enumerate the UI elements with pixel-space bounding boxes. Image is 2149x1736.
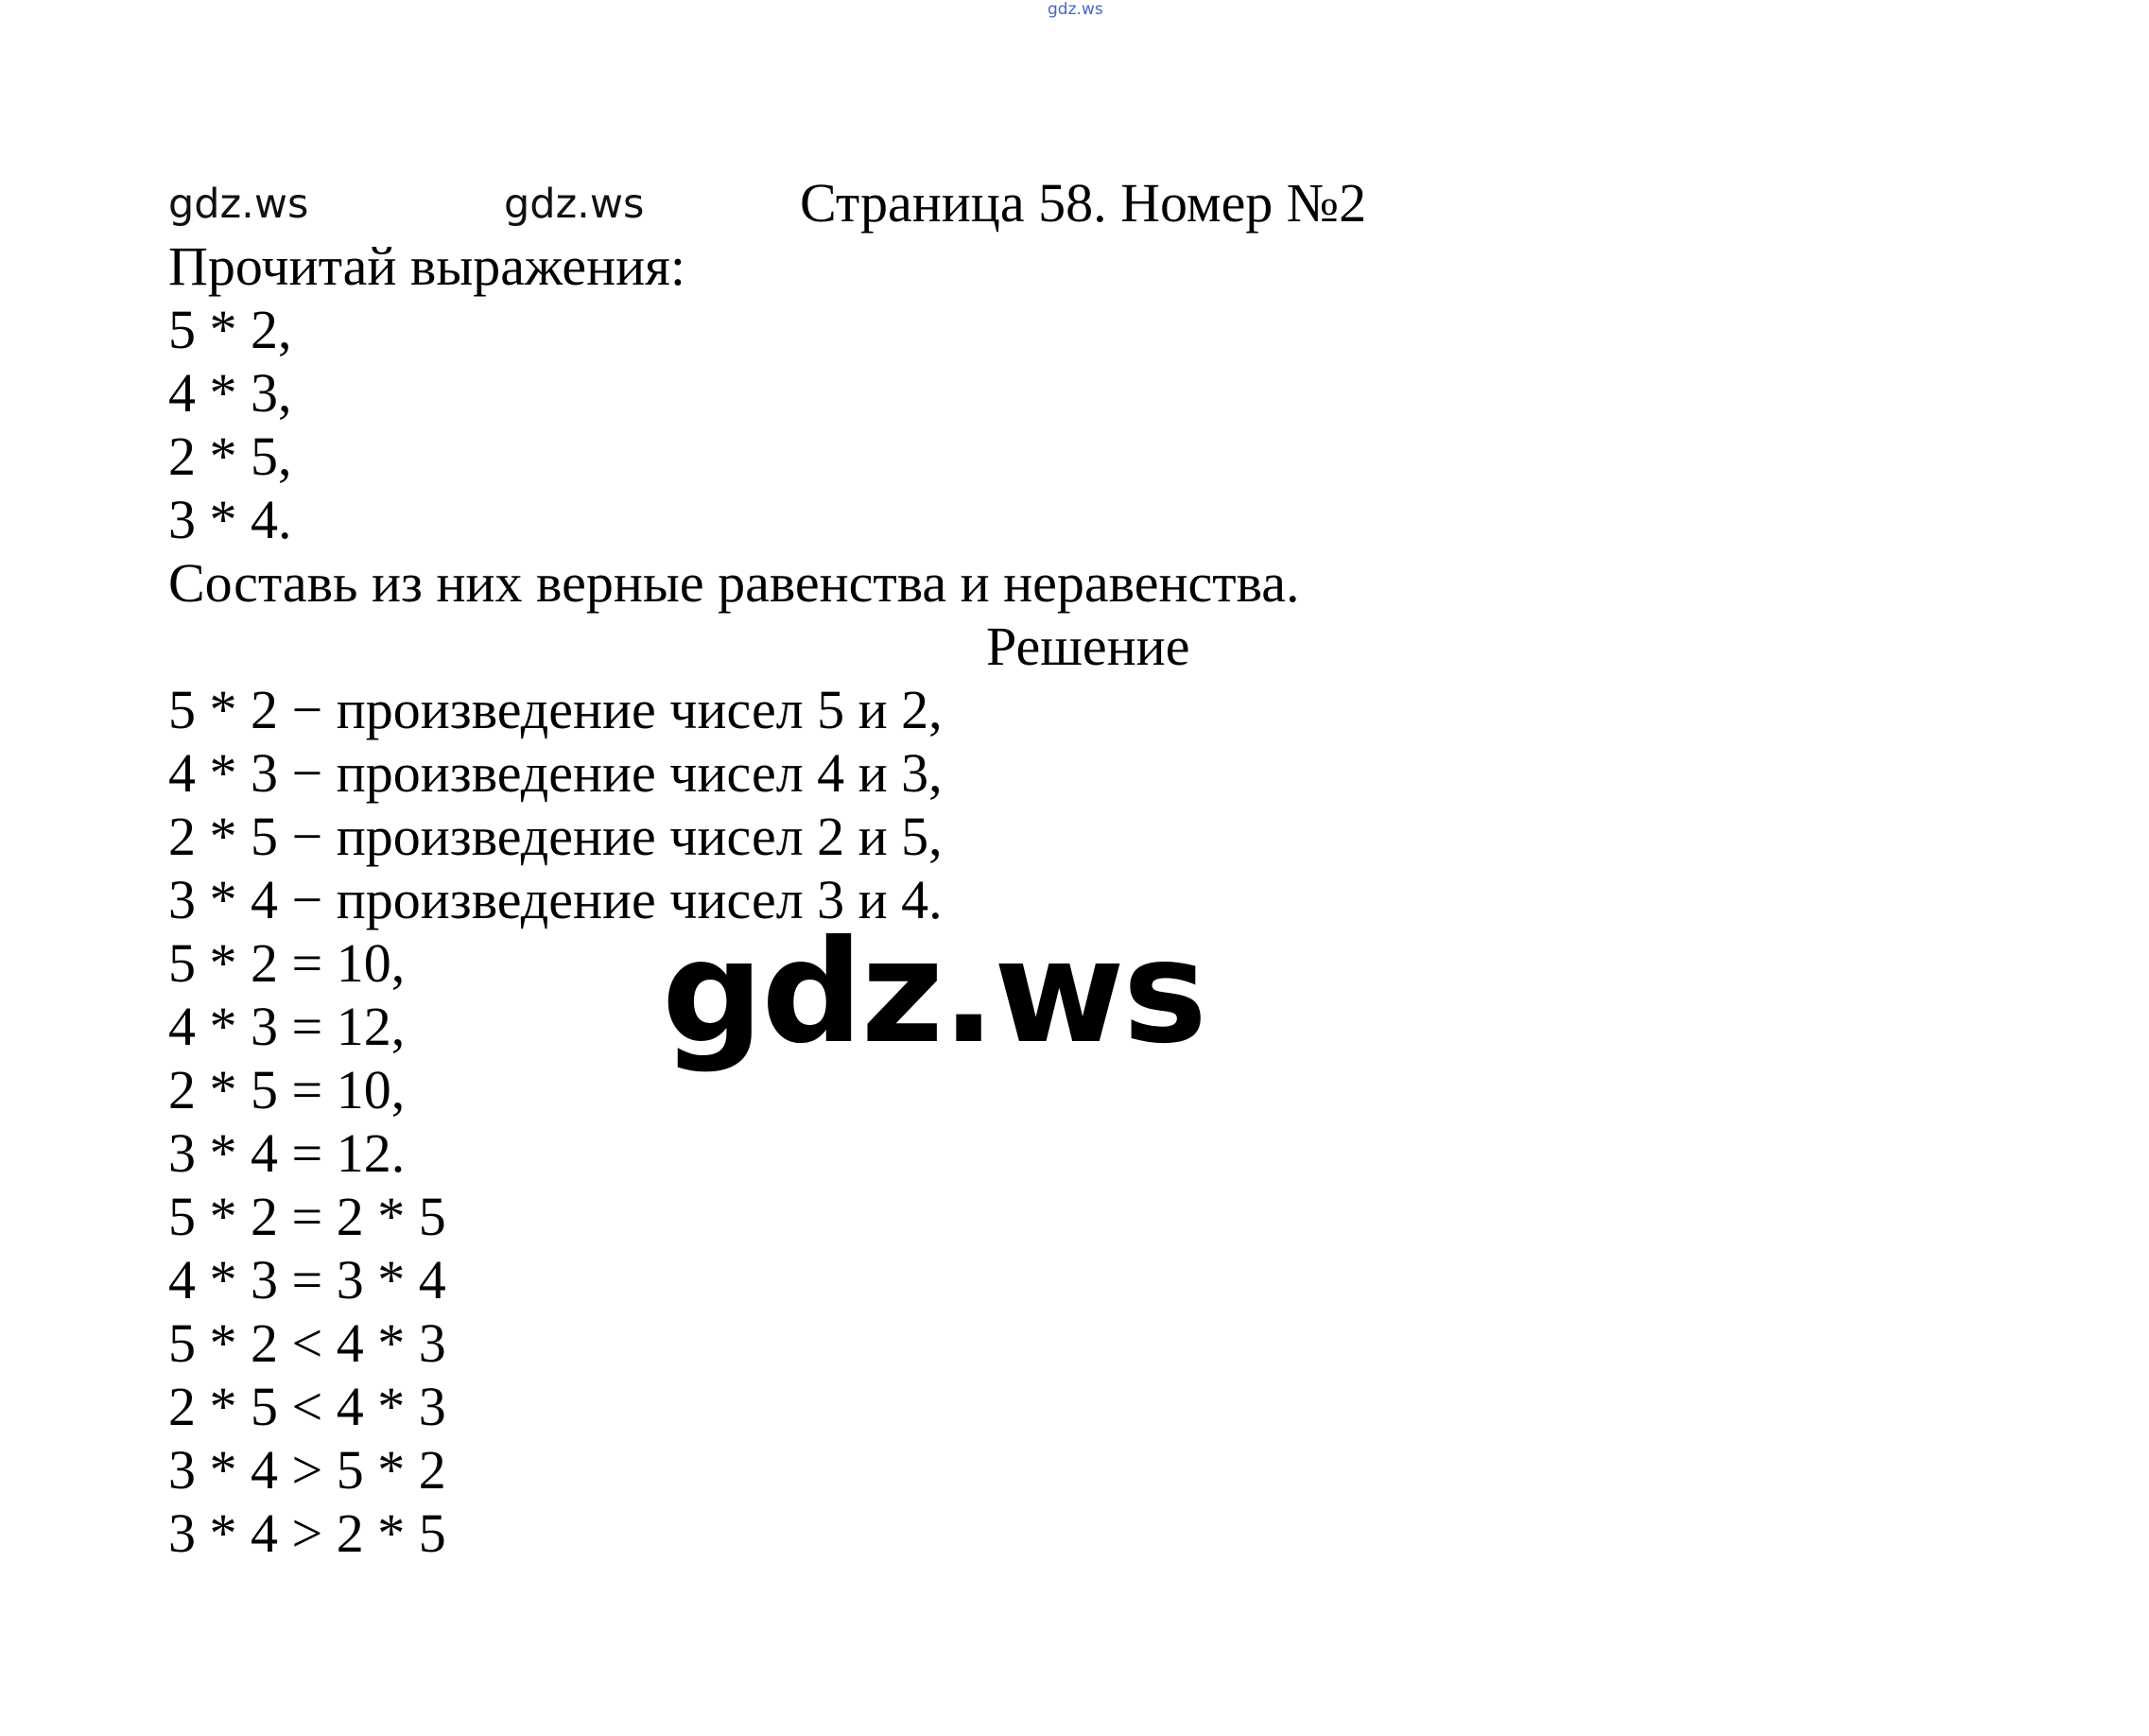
solution-line: 5 * 2 − произведение чисел 5 и 2, xyxy=(168,679,943,740)
header-watermark-left: gdz.ws xyxy=(168,181,309,228)
solution-line: 4 * 3 = 3 * 4 xyxy=(168,1249,446,1311)
task-expression: 2 * 5, xyxy=(168,425,292,487)
solution-line: 4 * 3 = 12, xyxy=(168,996,406,1057)
solution-line: 3 * 4 − произведение чисел 3 и 4. xyxy=(168,869,943,930)
top-watermark: gdz.ws xyxy=(1048,0,1103,19)
solution-line: 3 * 4 > 5 * 2 xyxy=(168,1439,446,1501)
task-expression: 4 * 3, xyxy=(168,362,292,424)
page-title: Страница 58. Номер №2 xyxy=(800,172,1367,234)
solution-line: 5 * 2 < 4 * 3 xyxy=(168,1312,446,1374)
solution-line: 2 * 5 < 4 * 3 xyxy=(168,1376,446,1437)
solution-line: 2 * 5 − произведение чисел 2 и 5, xyxy=(168,806,943,867)
task-instruction: Составь из них верные равенства и неравенства. xyxy=(168,552,1300,614)
solution-line: 5 * 2 = 10, xyxy=(168,932,406,994)
task-expression: 5 * 2, xyxy=(168,299,292,360)
center-watermark: gdz.ws xyxy=(662,911,1205,1075)
solution-line: 5 * 2 = 2 * 5 xyxy=(168,1186,446,1247)
task-intro: Прочитай выражения: xyxy=(168,235,685,297)
solution-line: 4 * 3 − произведение чисел 4 и 3, xyxy=(168,742,943,804)
header-watermark-middle: gdz.ws xyxy=(504,181,645,228)
solution-line: 3 * 4 = 12. xyxy=(168,1122,406,1184)
solution-line: 2 * 5 = 10, xyxy=(168,1059,406,1120)
solution-line: 3 * 4 > 2 * 5 xyxy=(168,1502,446,1564)
solution-heading: Решение xyxy=(986,616,1190,677)
task-expression: 3 * 4. xyxy=(168,489,292,550)
